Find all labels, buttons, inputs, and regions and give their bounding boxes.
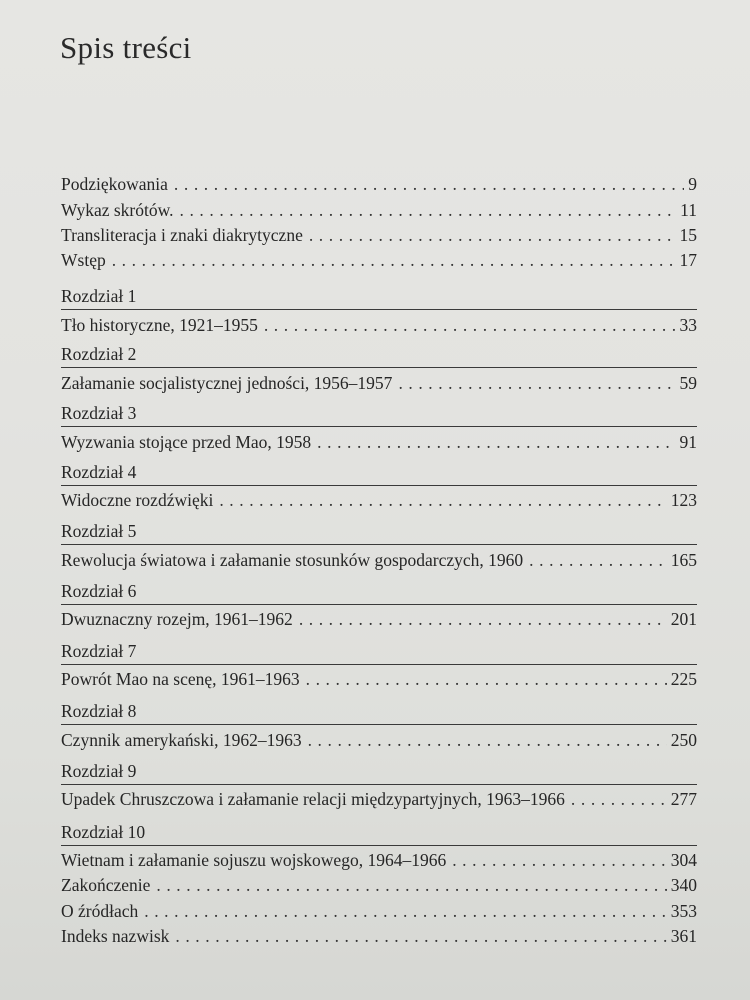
toc-entry-chapter-2	[61, 372, 697, 394]
chapter-heading: Rozdział 5	[61, 521, 137, 541]
toc-entry-label: Wstęp	[61, 250, 106, 270]
toc-entry-page: 340	[670, 875, 697, 895]
toc-entry-page: 250	[670, 730, 697, 750]
chapter-rule	[61, 604, 697, 605]
toc-entry-label: Podziękowania	[61, 174, 168, 194]
chapter-heading: Rozdział 8	[61, 701, 137, 721]
chapter-heading: Rozdział 4	[61, 462, 137, 482]
toc-entry-page: 33	[679, 315, 697, 335]
leader-dots	[174, 173, 684, 195]
toc-entry-page: 165	[670, 550, 697, 570]
chapter-rule	[61, 485, 697, 486]
toc-entry-label: Indeks nazwisk	[61, 926, 170, 946]
toc-entry-chapter-9	[61, 788, 697, 810]
toc-entry-conclusion	[61, 874, 697, 896]
chapter-heading: Rozdział 2	[61, 344, 137, 364]
leader-dots	[299, 608, 667, 630]
toc-entry-label: Dwuznaczny rozejm, 1961–1962	[61, 609, 293, 629]
toc-entry-chapter-5	[61, 549, 697, 571]
chapter-heading: Rozdział 9	[61, 761, 137, 781]
toc-entry-page: 91	[679, 432, 697, 452]
toc-entry-chapter-7	[61, 668, 697, 690]
toc-entry-page: 59	[679, 373, 697, 393]
toc-entry-page: 17	[679, 250, 697, 270]
leader-dots	[180, 199, 677, 221]
toc-entry-label: Tło historyczne, 1921–1955	[61, 315, 258, 335]
toc-entry-page: 123	[670, 490, 697, 510]
leader-dots	[398, 372, 675, 394]
toc-entry-index	[61, 925, 697, 947]
toc-entry-label: Zakończenie	[61, 875, 151, 895]
toc-entry-chapter-10	[61, 849, 697, 871]
toc-entry-label: Upadek Chruszczowa i załamanie relacji międzypartyjnych, 1963–1966	[61, 789, 565, 809]
leader-dots	[219, 489, 666, 511]
toc-entry-page: 11	[680, 200, 697, 220]
leader-dots	[529, 549, 667, 571]
chapter-rule	[61, 544, 697, 545]
toc-entry-page: 201	[670, 609, 697, 629]
toc-entry-label: Załamanie socjalistycznej jedności, 1956–1957	[61, 373, 393, 393]
toc-entry-page: 353	[670, 901, 697, 921]
toc-entry-label: Wyzwania stojące przed Mao, 1958	[61, 432, 312, 452]
chapter-rule	[61, 367, 697, 368]
chapter-rule	[61, 426, 697, 427]
toc-entry-chapter-3	[61, 431, 697, 453]
leader-dots	[452, 849, 667, 871]
toc-entry-label: Powrót Mao na scenę, 1961–1963	[61, 669, 300, 689]
chapter-heading: Rozdział 7	[61, 641, 137, 661]
toc-entry-label: Rewolucja światowa i załamanie stosunków gospodarczych, 1960	[61, 550, 524, 570]
toc-entry-page: 9	[688, 174, 697, 194]
toc-entry-introduction	[61, 249, 697, 271]
chapter-rule	[61, 784, 697, 785]
chapter-heading: Rozdział 3	[61, 403, 137, 423]
chapter-heading: Rozdział 10	[61, 822, 146, 842]
toc-entry-page: 15	[679, 225, 697, 245]
toc-entry-label: Czynnik amerykański, 1962–1963	[61, 730, 302, 750]
toc-entry-page: 225	[670, 669, 697, 689]
toc-entry-chapter-8	[61, 729, 697, 751]
toc-entry-chapter-1	[61, 314, 697, 336]
chapter-rule	[61, 724, 697, 725]
leader-dots	[309, 224, 676, 246]
chapter-rule	[61, 309, 697, 310]
leader-dots	[144, 900, 666, 922]
toc-entry-chapter-6	[61, 608, 697, 630]
toc-entry-label: Transliteracja i znaki diakrytyczne	[61, 225, 303, 245]
leader-dots	[175, 925, 666, 947]
chapter-heading: Rozdział 6	[61, 581, 137, 601]
leader-dots	[306, 668, 667, 690]
toc-entry-sources	[61, 900, 697, 922]
leader-dots	[264, 314, 676, 336]
chapter-heading: Rozdział 1	[61, 286, 137, 306]
toc-entry-chapter-4	[61, 489, 697, 511]
leader-dots	[112, 249, 676, 271]
leader-dots	[571, 788, 667, 810]
toc-entry-label: Widoczne rozdźwięki	[61, 490, 214, 510]
toc-entry-page: 304	[670, 850, 697, 870]
chapter-rule	[61, 845, 697, 846]
toc-entry-abbreviations	[61, 199, 697, 221]
toc-entry-page: 361	[670, 926, 697, 946]
toc-entry-label: Wykaz skrótów.	[61, 200, 174, 220]
leader-dots	[156, 874, 666, 896]
toc-entry-label: Wietnam i załamanie sojuszu wojskowego, 1964–1966	[61, 850, 447, 870]
toc-entry-page: 277	[670, 789, 697, 809]
toc-entry-transliteration	[61, 224, 697, 246]
leader-dots	[308, 729, 667, 751]
toc-entry-label: O źródłach	[61, 901, 139, 921]
toc-entry-acknowledgements	[61, 173, 697, 195]
chapter-rule	[61, 664, 697, 665]
page-title: Spis treści	[60, 30, 192, 65]
leader-dots	[317, 431, 675, 453]
